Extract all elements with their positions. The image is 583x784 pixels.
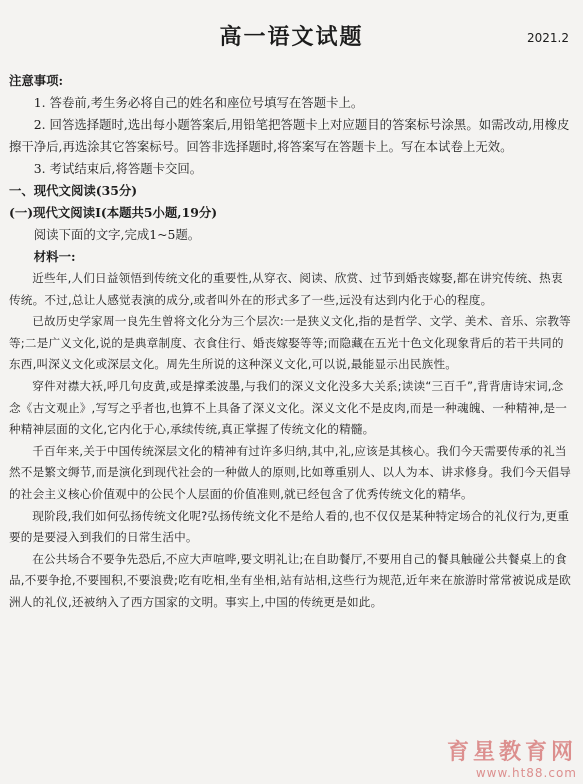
material-label: 材料一:	[33, 249, 76, 264]
notice-heading: 注意事项:	[9, 73, 64, 88]
watermark	[447, 735, 577, 780]
passage-paragraph-4: 千百年来,关于中国传统深层文化的精神有过许多归纳,其中,礼,应该是其核心。我们今天需要传承的礼当然不是繁文缛节,而是演化到现代社会的一种做人的原则,比如尊重别人、以人为本、讲求修身。我们今天倡导的社会主义核心价值观中的公民个人层面的价值准则,就已经包含了优秀传统文化的精华。	[9, 443, 572, 501]
notice-item-3: 3. 考试结束后,将答题卡交回。	[33, 161, 203, 176]
passage-text	[9, 268, 574, 614]
page-title: 高一语文试题	[219, 24, 364, 50]
exam-date: 2021.2	[527, 31, 569, 45]
reading-instruction: 阅读下面的文字,完成1~5题。	[33, 227, 201, 242]
notice-item-1: 1. 答卷前,考生务必将自己的姓名和座位号填写在答题卡上。	[33, 95, 364, 110]
watermark-brand: 育星教育网	[446, 740, 577, 765]
exam-body	[9, 70, 574, 614]
passage-paragraph-1: 近些年,人们日益领悟到传统文化的重要性,从穿衣、阅读、欣赏、过节到婚丧嫁娶,都在讲究传统、热衷传统。不过,总让人感觉表演的成分,或者叫外在的形式多了一些,远没有达到内化于心的程度。	[9, 271, 563, 307]
passage-paragraph-5: 现阶段,我们如何弘扬传统文化呢?弘扬传统文化不是给人看的,也不仅仅是某种特定场合的礼仪行为,更重要的是要浸入到我们的日常生活中。	[9, 508, 570, 545]
passage-paragraph-3: 穿件对襟大袄,呼几句皮黄,或是撑柔波墨,与我们的深义文化没多大关系;读读“三百千”,背背唐诗宋词,念念《古文观止》,写写之乎者也,也算不上具备了深义文化。深义文化不是皮肉,而是一种魂魄、一种精神,是一种精神层面的文化,它内化于心,承续传统,真正掌握了传统文化的精髓。	[9, 378, 568, 437]
section-heading: 一、现代文阅读(35分)	[9, 183, 138, 198]
passage-paragraph-2: 已故历史学家周一良先生曾将文化分为三个层次:一是狭义文化,指的是哲学、文学、美术、音乐、宗教等等;二是广义文化,说的是典章制度、衣食住行、婚丧嫁娶等等;而隐藏在五光十色文化现象背后的若干共同的东西,叫深义文化或深层文化。周先生所说的这种深义文化,可以说,最能显示出民族性。	[9, 314, 571, 372]
passage-paragraph-6: 在公共场合不要争先恐后,不应大声喧哗,要文明礼让;在自助餐厅,不要用自己的餐具触碰公共餐桌上的食品,不要争抢,不要囤积,不要浪费;吃有吃相,坐有坐相,站有站相,这些行为规范,近年来在旅游时常常被说成是欧洲人的礼仪,还被纳入了西方国家的文明。事实上,中国的传统更是如此。	[9, 551, 572, 609]
subsection-heading: (一)现代文阅读Ⅰ(本题共5小题,19分)	[9, 205, 218, 220]
notice-item-2: 2. 回答选择题时,选出每小题答案后,用铅笔把答题卡上对应题目的答案标号涂黑。如需改动,用橡皮擦干净后,再选涂其它答案标号。回答非选择题时,将答案写在答题卡上。写在本试卷上无效。	[9, 117, 570, 154]
watermark-url: www.ht88.com	[475, 766, 577, 780]
